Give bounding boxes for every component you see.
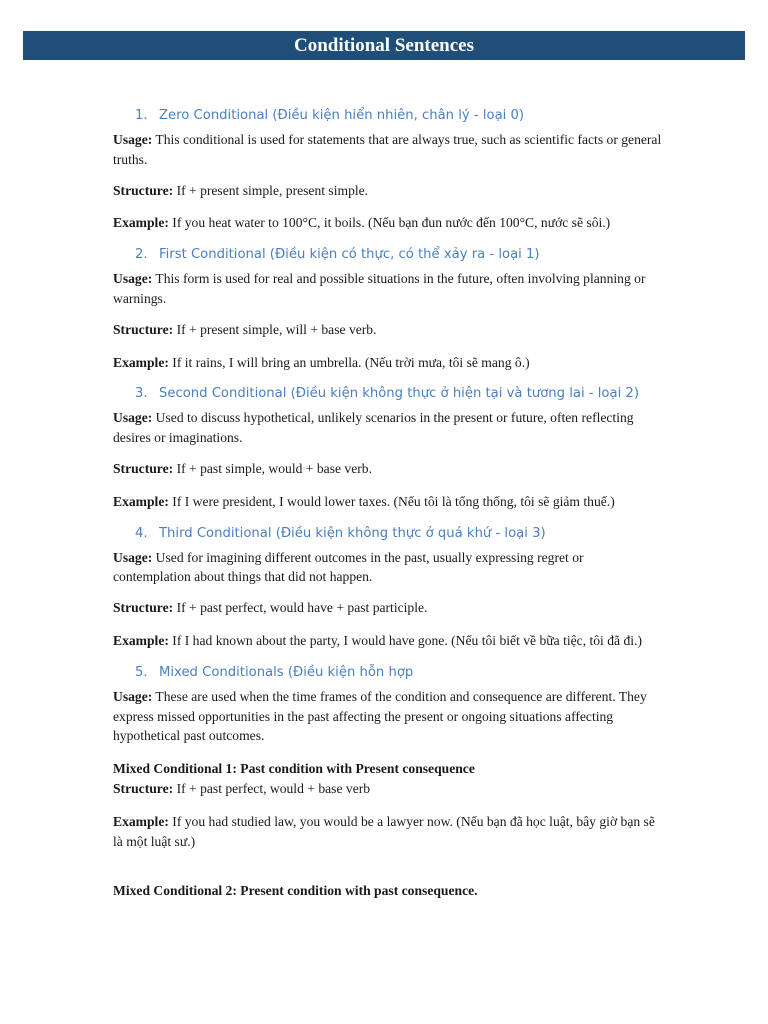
structure-label: Structure: xyxy=(113,321,174,337)
section-heading-text: Zero Conditional (Điều kiện hiển nhiên, chân lý - loại 0) xyxy=(159,108,525,123)
section-third-conditional xyxy=(113,524,663,651)
section-number: 2. xyxy=(135,247,148,263)
section-number: 1. xyxy=(135,108,148,123)
section-heading-text: Third Conditional (Điều kiện không thực ở quá khứ - loại 3) xyxy=(159,525,546,541)
example-label: Example: xyxy=(113,632,169,648)
structure-paragraph xyxy=(113,598,663,618)
section-zero-conditional xyxy=(113,106,663,233)
example-label: Example: xyxy=(113,354,169,370)
example-text: If I were president, I would lower taxes. (Nếu tôi là tổng thống, tôi sẽ giảm thuế.) xyxy=(172,493,615,509)
example-paragraph xyxy=(113,213,663,233)
usage-text: This form is used for real and possible situations in the future, often involving planning or warnings. xyxy=(113,271,646,306)
usage-label: Usage: xyxy=(113,271,153,287)
structure-label: Structure: xyxy=(113,460,174,476)
section-heading-text: Second Conditional (Điều kiện không thực ở hiện tại và tương lai - loại 2) xyxy=(159,386,639,402)
section-mixed-conditionals xyxy=(113,663,663,901)
example-text: If you had studied law, you would be a lawyer now. (Nếu bạn đã học luật, bây giờ bạn sẽ là một luật sư.) xyxy=(113,813,655,849)
mixed-conditional-2-title: Mixed Conditional 2: Present condition with past consequence. xyxy=(113,883,478,899)
usage-paragraph xyxy=(113,548,663,588)
example-paragraph xyxy=(113,492,663,512)
structure-paragraph xyxy=(113,459,663,479)
usage-paragraph xyxy=(113,408,663,448)
usage-paragraph xyxy=(113,130,663,170)
structure-label: Structure: xyxy=(113,600,174,616)
section-heading xyxy=(135,524,663,544)
example-label: Example: xyxy=(113,215,169,231)
structure-label: Structure: xyxy=(113,182,174,198)
usage-text: Used for imagining different outcomes in the past, usually expressing regret or contemplation about things that did not happen. xyxy=(113,549,584,585)
page-title-bar xyxy=(23,31,745,60)
usage-paragraph xyxy=(113,269,663,309)
section-second-conditional xyxy=(113,384,663,511)
section-heading xyxy=(135,245,663,265)
example-paragraph xyxy=(113,353,663,373)
structure-label: Structure: xyxy=(113,780,174,796)
usage-label: Usage: xyxy=(113,549,153,565)
section-number: 5. xyxy=(135,664,148,680)
section-number: 3. xyxy=(135,386,148,402)
example-text: If you heat water to 100°C, it boils. (Nếu bạn đun nước đến 100°C, nước sẽ sôi.) xyxy=(172,215,611,231)
structure-paragraph xyxy=(113,779,663,799)
example-label: Example: xyxy=(113,813,169,829)
example-paragraph xyxy=(113,631,663,651)
example-text: If it rains, I will bring an umbrella. (Nếu trời mưa, tôi sẽ mang ô.) xyxy=(172,354,530,370)
example-text: If I had known about the party, I would have gone. (Nếu tôi biết về bữa tiệc, tôi đã đi.) xyxy=(172,632,642,648)
section-heading xyxy=(135,384,663,404)
structure-text: If + past simple, would + base verb. xyxy=(176,460,372,476)
usage-paragraph xyxy=(113,687,663,746)
section-first-conditional xyxy=(113,245,663,372)
page-title: Conditional Sentences xyxy=(294,34,474,56)
structure-paragraph xyxy=(113,320,663,340)
usage-text: This conditional is used for statements that are always true, such as scientific facts or general truths. xyxy=(113,132,662,167)
structure-text: If + past perfect, would + base verb xyxy=(176,780,371,796)
usage-text: Used to discuss hypothetical, unlikely scenarios in the present or future, often reflecting desires or imaginations. xyxy=(113,410,634,446)
structure-paragraph xyxy=(113,181,663,201)
mixed-conditional-1-title: Mixed Conditional 1: Past condition with Present consequence xyxy=(113,761,475,777)
section-heading xyxy=(135,106,663,126)
section-heading xyxy=(135,663,663,683)
usage-text: These are used when the time frames of the condition and consequence are different. They express missed opportunities in the past affecting the present or ongoing situations affecting hypothetical past outcomes. xyxy=(113,688,647,744)
example-label: Example: xyxy=(113,493,169,509)
section-number: 4. xyxy=(135,525,148,541)
structure-text: If + present simple, will + base verb. xyxy=(176,321,377,337)
document-body xyxy=(113,106,663,901)
section-heading-text: First Conditional (Điều kiện có thực, có thể xảy ra - loại 1) xyxy=(159,247,540,263)
usage-label: Usage: xyxy=(113,688,153,704)
usage-label: Usage: xyxy=(113,410,153,426)
example-paragraph xyxy=(113,812,663,852)
usage-label: Usage: xyxy=(113,132,153,147)
structure-text: If + present simple, present simple. xyxy=(176,182,369,198)
structure-text: If + past perfect, would have + past participle. xyxy=(176,600,428,616)
section-heading-text: Mixed Conditionals (Điều kiện hỗn hợp xyxy=(159,664,414,680)
